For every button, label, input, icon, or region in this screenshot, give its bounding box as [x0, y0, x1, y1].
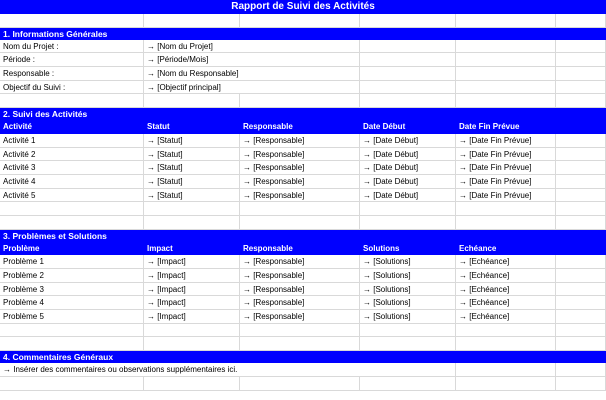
- table-cell[interactable]: → [Responsable]: [240, 134, 360, 148]
- empty-cell[interactable]: [456, 14, 556, 28]
- table-cell[interactable]: → [Responsable]: [240, 283, 360, 297]
- table-cell[interactable]: → [Solutions]: [360, 296, 456, 310]
- table-cell[interactable]: Activité 4: [0, 175, 144, 189]
- empty-cell[interactable]: [556, 67, 606, 81]
- empty-cell[interactable]: [144, 337, 240, 351]
- table-row: [0, 175, 606, 189]
- report-title[interactable]: Rapport de Suivi des Activités: [0, 0, 606, 14]
- table-cell[interactable]: → [Date Fin Prévue]: [456, 148, 556, 162]
- table-cell[interactable]: → [Date Début]: [360, 134, 456, 148]
- blank-row: [0, 94, 606, 108]
- table-cell[interactable]: Activité 3: [0, 161, 144, 175]
- empty-cell[interactable]: [556, 134, 606, 148]
- info-value[interactable]: → [Nom du Projet]: [144, 40, 360, 54]
- empty-cell[interactable]: [556, 363, 606, 377]
- empty-cell[interactable]: [556, 40, 606, 54]
- blank-row: [0, 202, 606, 216]
- blank-row: [0, 216, 606, 230]
- table-row: [0, 189, 606, 203]
- table-cell[interactable]: → [Solutions]: [360, 283, 456, 297]
- empty-cell[interactable]: [360, 324, 456, 338]
- column-header[interactable]: Impact: [144, 242, 240, 256]
- empty-cell[interactable]: [360, 53, 456, 67]
- info-row: [0, 81, 606, 95]
- column-header[interactable]: Date Début: [360, 120, 456, 134]
- table-cell[interactable]: → [Echéance]: [456, 255, 556, 269]
- table-cell[interactable]: → [Echéance]: [456, 283, 556, 297]
- table-row: [0, 161, 606, 175]
- problems-column-headers: [0, 242, 606, 256]
- info-value[interactable]: → [Période/Mois]: [144, 53, 360, 67]
- table-cell[interactable]: → [Statut]: [144, 161, 240, 175]
- table-cell[interactable]: Problème 3: [0, 283, 144, 297]
- blank-row: [0, 377, 606, 391]
- column-header[interactable]: Solutions: [360, 242, 456, 256]
- empty-cell[interactable]: [144, 202, 240, 216]
- empty-cell[interactable]: [144, 14, 240, 28]
- empty-cell[interactable]: [360, 40, 456, 54]
- table-cell[interactable]: → [Date Fin Prévue]: [456, 175, 556, 189]
- empty-cell[interactable]: [556, 161, 606, 175]
- table-cell[interactable]: → [Statut]: [144, 175, 240, 189]
- empty-cell[interactable]: [144, 324, 240, 338]
- empty-cell[interactable]: [144, 216, 240, 230]
- table-cell[interactable]: → [Responsable]: [240, 269, 360, 283]
- empty-cell[interactable]: [456, 94, 556, 108]
- empty-cell[interactable]: [240, 94, 360, 108]
- column-header[interactable]: Activité: [0, 120, 144, 134]
- column-header[interactable]: Problème: [0, 242, 144, 256]
- table-cell[interactable]: → [Date Fin Prévue]: [456, 134, 556, 148]
- table-cell[interactable]: Problème 5: [0, 310, 144, 324]
- table-cell[interactable]: → [Statut]: [144, 189, 240, 203]
- table-cell[interactable]: Activité 5: [0, 189, 144, 203]
- empty-cell[interactable]: [144, 94, 240, 108]
- column-header[interactable]: Echéance: [456, 242, 556, 256]
- blank-row: [0, 324, 606, 338]
- table-cell[interactable]: Problème 1: [0, 255, 144, 269]
- empty-cell[interactable]: [456, 216, 556, 230]
- empty-cell[interactable]: [456, 377, 556, 391]
- table-cell[interactable]: → [Date Début]: [360, 148, 456, 162]
- table-cell[interactable]: → [Date Début]: [360, 161, 456, 175]
- table-row: [0, 310, 606, 324]
- info-label[interactable]: Période :: [0, 53, 144, 67]
- empty-cell[interactable]: [556, 202, 606, 216]
- empty-cell[interactable]: [240, 337, 360, 351]
- table-cell[interactable]: → [Responsable]: [240, 175, 360, 189]
- table-row: [0, 283, 606, 297]
- empty-cell[interactable]: [0, 324, 144, 338]
- empty-cell[interactable]: [556, 269, 606, 283]
- table-cell[interactable]: → [Echéance]: [456, 296, 556, 310]
- table-cell[interactable]: → [Date Début]: [360, 175, 456, 189]
- table-cell[interactable]: → [Responsable]: [240, 148, 360, 162]
- empty-cell[interactable]: [240, 324, 360, 338]
- info-label[interactable]: Objectif du Suivi :: [0, 81, 144, 95]
- info-value[interactable]: → [Nom du Responsable]: [144, 67, 360, 81]
- empty-cell[interactable]: [556, 53, 606, 67]
- info-label[interactable]: Responsable :: [0, 67, 144, 81]
- table-cell[interactable]: → [Solutions]: [360, 310, 456, 324]
- column-header[interactable]: [556, 120, 606, 134]
- empty-cell[interactable]: [456, 202, 556, 216]
- empty-cell[interactable]: [456, 363, 556, 377]
- empty-cell[interactable]: [456, 67, 556, 81]
- info-row: [0, 67, 606, 81]
- info-row: [0, 40, 606, 54]
- empty-cell[interactable]: [360, 377, 456, 391]
- table-cell[interactable]: → [Statut]: [144, 148, 240, 162]
- empty-cell[interactable]: [240, 216, 360, 230]
- table-cell[interactable]: → [Impact]: [144, 283, 240, 297]
- empty-cell[interactable]: [144, 377, 240, 391]
- column-header[interactable]: [556, 242, 606, 256]
- table-cell[interactable]: → [Responsable]: [240, 189, 360, 203]
- table-row: [0, 269, 606, 283]
- table-cell[interactable]: → [Echéance]: [456, 269, 556, 283]
- empty-cell[interactable]: [360, 337, 456, 351]
- info-value[interactable]: → [Objectif principal]: [144, 81, 360, 95]
- table-cell[interactable]: → [Responsable]: [240, 255, 360, 269]
- comments-text[interactable]: → Insérer des commentaires ou observations supplémentaires ici.: [0, 363, 456, 377]
- empty-cell[interactable]: [556, 324, 606, 338]
- empty-cell[interactable]: [0, 94, 144, 108]
- table-row: [0, 134, 606, 148]
- section-header-activities[interactable]: 2. Suivi des Activités: [0, 108, 606, 120]
- empty-cell[interactable]: [556, 189, 606, 203]
- table-cell[interactable]: Activité 2: [0, 148, 144, 162]
- column-header[interactable]: Responsable: [240, 120, 360, 134]
- table-cell[interactable]: Activité 1: [0, 134, 144, 148]
- empty-cell[interactable]: [360, 216, 456, 230]
- table-cell[interactable]: → [Responsable]: [240, 310, 360, 324]
- table-cell[interactable]: Problème 4: [0, 296, 144, 310]
- info-row: [0, 53, 606, 67]
- empty-cell[interactable]: [0, 14, 144, 28]
- table-cell[interactable]: → [Responsable]: [240, 161, 360, 175]
- empty-cell[interactable]: [556, 94, 606, 108]
- empty-cell[interactable]: [456, 40, 556, 54]
- comments-row: [0, 363, 606, 377]
- empty-cell[interactable]: [360, 94, 456, 108]
- table-cell[interactable]: → [Date Début]: [360, 189, 456, 203]
- empty-cell[interactable]: [556, 14, 606, 28]
- empty-cell[interactable]: [456, 53, 556, 67]
- empty-cell[interactable]: [556, 148, 606, 162]
- empty-cell[interactable]: [0, 216, 144, 230]
- empty-cell[interactable]: [240, 14, 360, 28]
- empty-cell[interactable]: [240, 377, 360, 391]
- table-cell[interactable]: → [Impact]: [144, 269, 240, 283]
- blank-row: [0, 14, 606, 28]
- table-row: [0, 296, 606, 310]
- empty-cell[interactable]: [0, 202, 144, 216]
- table-cell[interactable]: → [Impact]: [144, 296, 240, 310]
- table-cell[interactable]: → [Echéance]: [456, 310, 556, 324]
- blank-row: [0, 337, 606, 351]
- empty-cell[interactable]: [456, 337, 556, 351]
- table-cell[interactable]: → [Impact]: [144, 310, 240, 324]
- table-cell[interactable]: → [Solutions]: [360, 269, 456, 283]
- empty-cell[interactable]: [556, 175, 606, 189]
- table-cell[interactable]: → [Statut]: [144, 134, 240, 148]
- empty-cell[interactable]: [360, 202, 456, 216]
- empty-cell[interactable]: [456, 324, 556, 338]
- empty-cell[interactable]: [360, 67, 456, 81]
- activities-column-headers: [0, 120, 606, 134]
- empty-cell[interactable]: [556, 81, 606, 95]
- empty-cell[interactable]: [360, 14, 456, 28]
- info-label[interactable]: Nom du Projet :: [0, 40, 144, 54]
- empty-cell[interactable]: [0, 337, 144, 351]
- empty-cell[interactable]: [456, 81, 556, 95]
- empty-cell[interactable]: [556, 377, 606, 391]
- section-header-info[interactable]: 1. Informations Générales: [0, 28, 606, 40]
- table-row: [0, 148, 606, 162]
- empty-cell[interactable]: [556, 296, 606, 310]
- empty-cell[interactable]: [556, 337, 606, 351]
- column-header[interactable]: Date Fin Prévue: [456, 120, 556, 134]
- empty-cell[interactable]: [556, 283, 606, 297]
- column-header[interactable]: Responsable: [240, 242, 360, 256]
- empty-cell[interactable]: [556, 255, 606, 269]
- section-header-problems[interactable]: 3. Problèmes et Solutions: [0, 230, 606, 242]
- table-cell[interactable]: Problème 2: [0, 269, 144, 283]
- table-row: [0, 255, 606, 269]
- empty-cell[interactable]: [0, 377, 144, 391]
- table-cell[interactable]: → [Date Fin Prévue]: [456, 161, 556, 175]
- empty-cell[interactable]: [556, 310, 606, 324]
- empty-cell[interactable]: [360, 81, 456, 95]
- table-cell[interactable]: → [Impact]: [144, 255, 240, 269]
- empty-cell[interactable]: [556, 216, 606, 230]
- table-cell[interactable]: → [Responsable]: [240, 296, 360, 310]
- section-header-comments[interactable]: 4. Commentaires Généraux: [0, 351, 606, 363]
- table-cell[interactable]: → [Solutions]: [360, 255, 456, 269]
- empty-cell[interactable]: [240, 202, 360, 216]
- table-cell[interactable]: → [Date Fin Prévue]: [456, 189, 556, 203]
- column-header[interactable]: Statut: [144, 120, 240, 134]
